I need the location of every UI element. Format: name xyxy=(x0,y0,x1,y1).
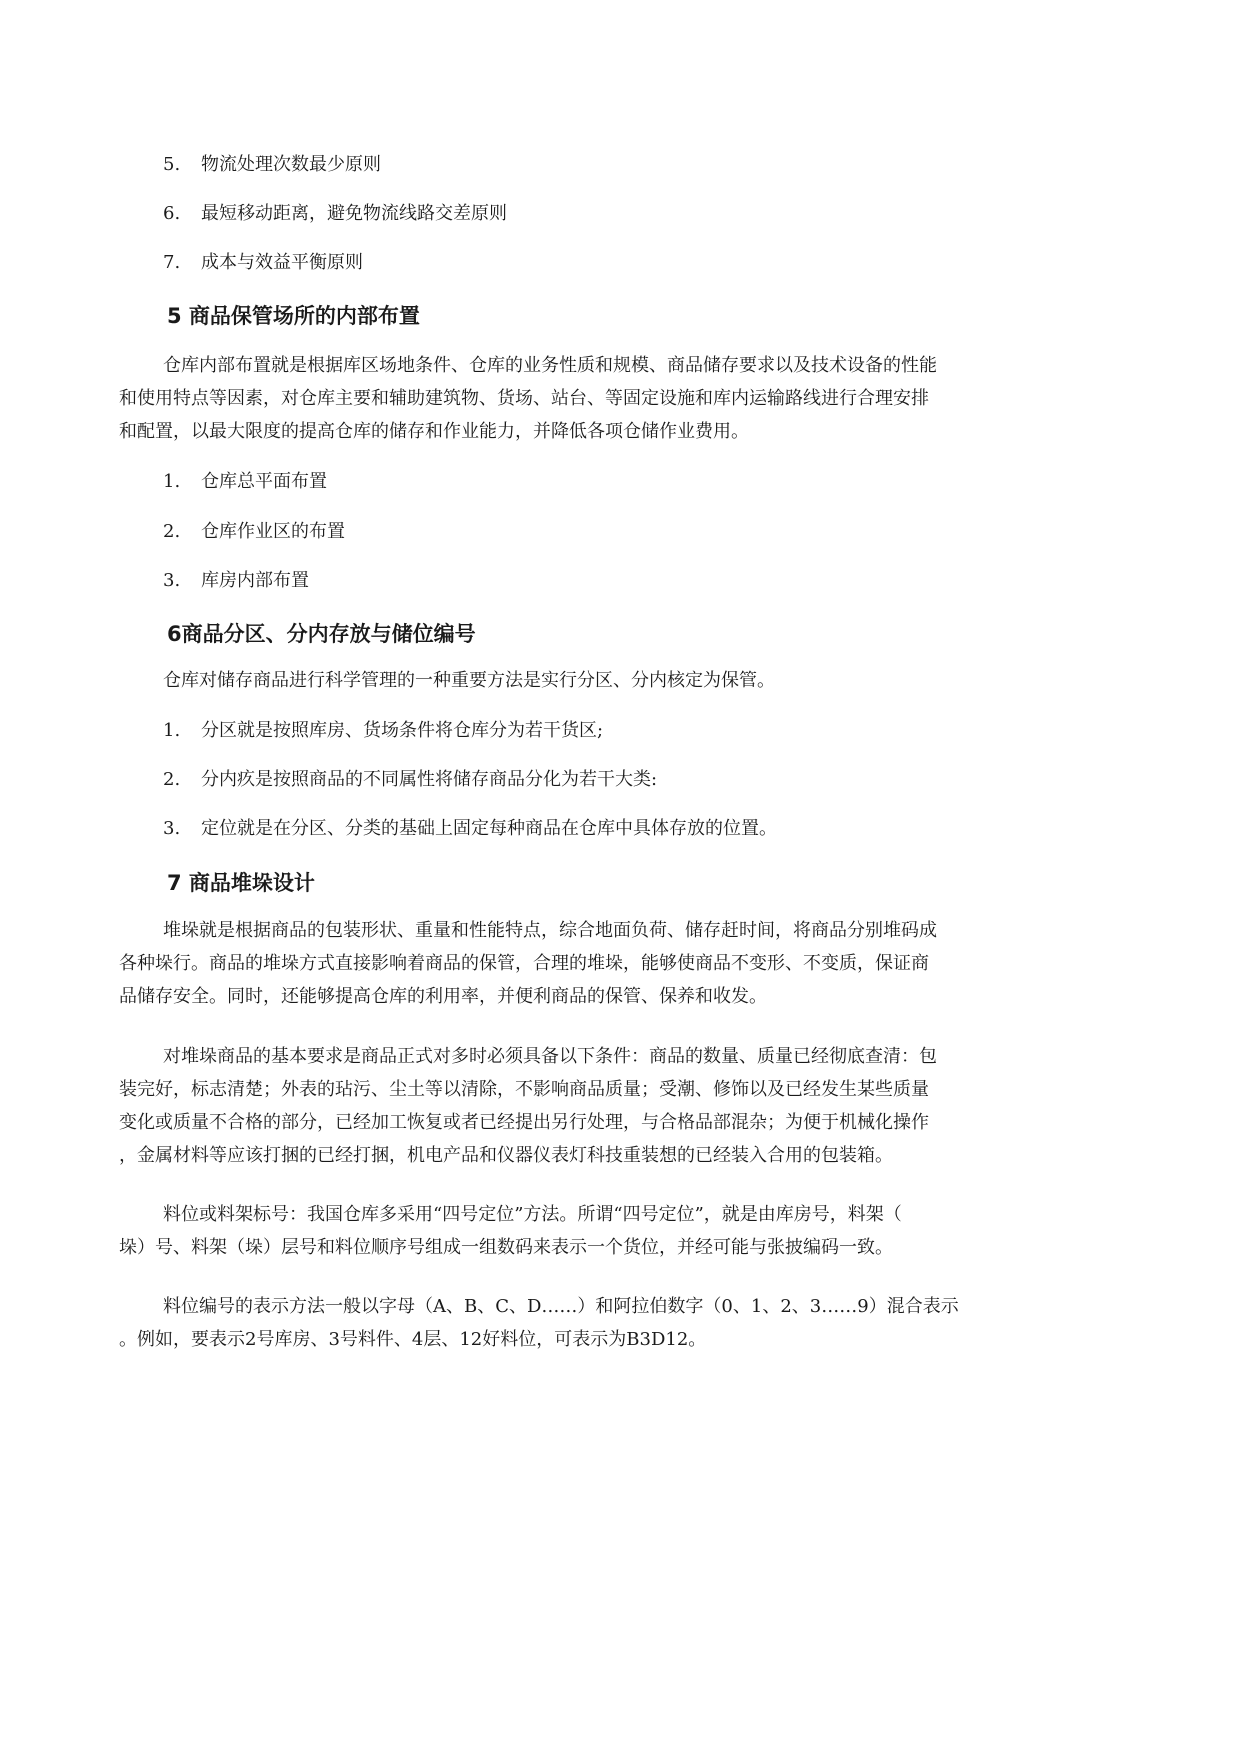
list-text: 成本与效益平衡原则 xyxy=(201,252,363,273)
list-item xyxy=(163,569,309,593)
list-item xyxy=(163,153,381,177)
list-text: 仓库总平面布置 xyxy=(201,471,327,492)
paragraph-line: ，金属材料等应该打捆的已经打捆，机电产品和仪器仪表灯科技重装想的已经装入合用的包装箱。 xyxy=(119,1145,893,1166)
list-number: 2. xyxy=(163,521,181,542)
section-heading-6: 6商品分区、分内存放与储位编号 xyxy=(167,622,476,646)
paragraph-line: 料位编号的表示方法一般以字母（A、B、C、D……）和阿拉伯数字（0、1、2、3……9）混合表示 xyxy=(163,1296,959,1317)
list-text: 物流处理次数最少原则 xyxy=(201,154,381,175)
paragraph-line: 对堆垛商品的基本要求是商品正式对多时必须具备以下条件：商品的数量、质量已经彻底查清：包 xyxy=(163,1046,937,1067)
paragraph-line: 装完好，标志清楚；外表的玷污、尘土等以清除，不影响商品质量；受潮、修饰以及已经发生某些质量 xyxy=(119,1079,929,1100)
list-item xyxy=(163,202,507,226)
paragraph-line: 。例如，要表示2号库房、3号料件、4层、12好料位，可表示为B3D12。 xyxy=(119,1329,707,1350)
section-heading-7: 7 商品堆垛设计 xyxy=(167,871,315,895)
paragraph-line: 各种垛行。商品的堆垛方式直接影响着商品的保管，合理的堆垛，能够使商品不变形、不变质，保证商 xyxy=(119,953,929,974)
list-number: 3. xyxy=(163,570,181,591)
section-heading-5: 5 商品保管场所的内部布置 xyxy=(167,304,420,328)
list-text: 分区就是按照库房、货场条件将仓库分为若干货区; xyxy=(201,720,604,741)
paragraph-line: 仓库内部布置就是根据库区场地条件、仓库的业务性质和规模、商品储存要求以及技术设备的性能 xyxy=(163,355,937,376)
paragraph-line: 垛）号、料架（垛）层号和料位顺序号组成一组数码来表示一个货位，并经可能与张披编码一致。 xyxy=(119,1237,893,1258)
list-item xyxy=(163,251,363,275)
paragraph-line: 品储存安全。同时，还能够提高仓库的利用率，并便利商品的保管、保养和收发。 xyxy=(119,986,767,1007)
paragraph-line: 变化或质量不合格的部分，已经加工恢复或者已经提出另行处理，与合格品部混杂；为便于机械化操作 xyxy=(119,1112,929,1133)
list-number: 2. xyxy=(163,769,181,790)
list-number: 5. xyxy=(163,154,181,175)
list-number: 1. xyxy=(163,720,181,741)
list-text: 最短移动距离，避免物流线路交差原则 xyxy=(201,203,507,224)
list-item xyxy=(163,817,777,841)
list-item xyxy=(163,520,345,544)
paragraph-line: 堆垛就是根据商品的包装形状、重量和性能特点，综合地面负荷、储存赶时间，将商品分别堆码成 xyxy=(163,920,937,941)
list-number: 3. xyxy=(163,818,181,839)
list-item xyxy=(163,719,603,743)
section-6-intro: 仓库对储存商品进行科学管理的一种重要方法是实行分区、分内核定为保管。 xyxy=(163,670,775,691)
list-number: 7. xyxy=(163,252,181,273)
list-number: 1. xyxy=(163,471,181,492)
list-number: 6. xyxy=(163,203,181,224)
list-text: 定位就是在分区、分类的基础上固定每种商品在仓库中具体存放的位置。 xyxy=(201,818,777,839)
list-item xyxy=(163,768,657,792)
section-7-paragraph-3 xyxy=(119,1198,1119,1264)
list-text: 库房内部布置 xyxy=(201,570,309,591)
list-text: 分内疚是按照商品的不同属性将储存商品分化为若干大类: xyxy=(201,769,658,790)
paragraph-line: 料位或料架标号：我国仓库多采用“四号定位”方法。所谓“四号定位”，就是由库房号，料架（ xyxy=(163,1204,902,1225)
list-text: 仓库作业区的布置 xyxy=(201,521,345,542)
section-7-paragraph-2 xyxy=(119,1040,1119,1172)
section-5-paragraph xyxy=(119,349,1119,448)
section-7-paragraph-4 xyxy=(119,1290,1119,1356)
list-item xyxy=(163,470,327,494)
section-7-paragraph-1 xyxy=(119,914,1119,1013)
paragraph-line: 和使用特点等因素，对仓库主要和辅助建筑物、货场、站台、等固定设施和库内运输路线进行合理安排 xyxy=(119,388,929,409)
paragraph-line: 和配置，以最大限度的提高仓库的储存和作业能力，并降低各项仓储作业费用。 xyxy=(119,421,749,442)
